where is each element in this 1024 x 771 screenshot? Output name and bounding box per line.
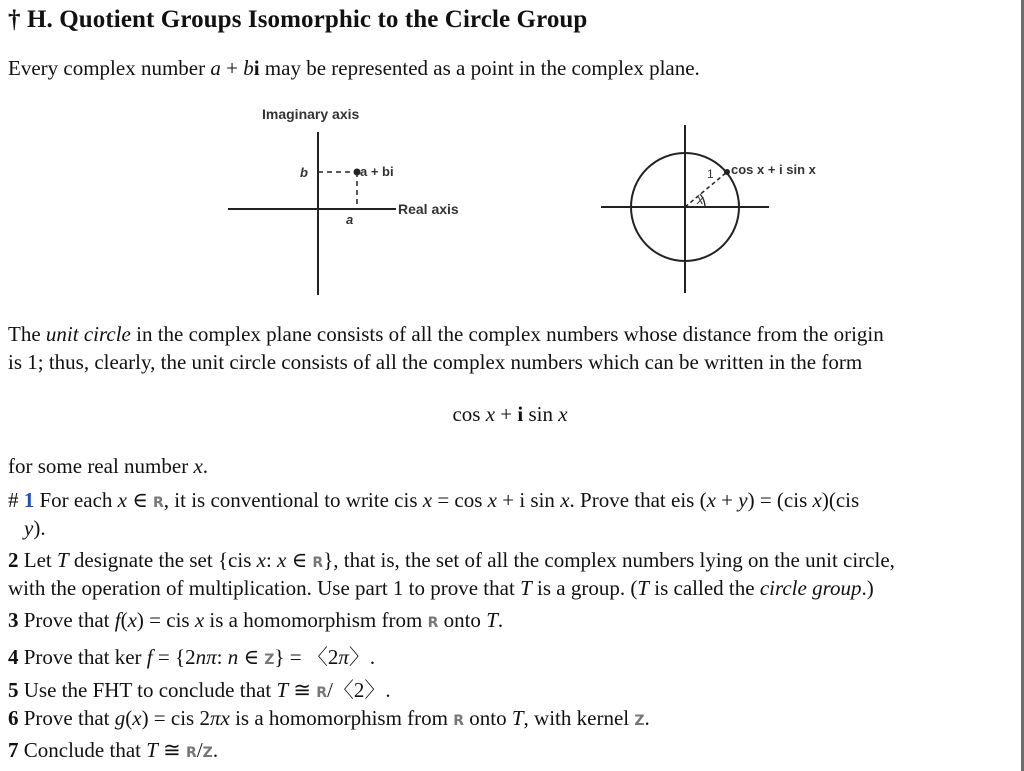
e6-t4: is a homomorphism from [229, 706, 454, 730]
e2-t1: Let [18, 548, 57, 572]
exercise-6-number: 6 [8, 706, 19, 730]
right-figure [601, 125, 817, 293]
reals-symbol: R [186, 745, 197, 761]
e1-x6: x [812, 488, 822, 512]
exercise-4 [8, 641, 375, 671]
e1-t4: + i sin [497, 488, 561, 512]
e2-in: ∈ [286, 548, 313, 572]
circle-point-label: cos x + i sin x [731, 162, 816, 177]
a-label: a [346, 212, 354, 227]
for-some-end: . [202, 454, 209, 478]
radius-label: 1 [707, 167, 714, 181]
point-on-circle [724, 169, 730, 175]
e1-t1: For each [34, 488, 118, 512]
formula-sin: sin [523, 402, 559, 426]
e7-t3: . [212, 738, 219, 762]
exercise-4-number: 4 [8, 645, 19, 669]
e2-l2d: .) [861, 576, 874, 600]
e6-g: g [114, 706, 126, 730]
exercise-2-line2 [8, 576, 874, 601]
e6-t2: ( [125, 706, 133, 730]
e2-T2: T [520, 576, 532, 600]
e3-T: T [486, 608, 498, 632]
for-some-x: x [193, 454, 203, 478]
e4-in: ∈ [238, 645, 265, 669]
formula-x2: x [558, 402, 568, 426]
e4-t4: } = 〈2 [274, 645, 339, 669]
b-label: b [300, 165, 308, 180]
radius-line [685, 172, 727, 207]
e4-t5: 〉. [348, 645, 376, 669]
e7-t2: ≅ [157, 738, 187, 762]
e1-x5: x [706, 488, 716, 512]
e2-l2c: is called the [649, 576, 760, 600]
exercise-1-number: 1 [23, 488, 35, 512]
exercise-5-number: 5 [8, 678, 19, 702]
exercise-2-line1 [8, 548, 895, 573]
e3-t5: onto [438, 608, 487, 632]
formula-plus: + [495, 402, 518, 426]
e1-x3: x [487, 488, 497, 512]
left-figure [228, 106, 459, 295]
e4-t1: Prove that ker [18, 645, 147, 669]
circle-group-term: circle group [759, 576, 862, 600]
section-title: † H. Quotient Groups Isomorphic to the Circle Group [8, 6, 588, 33]
for-some-line [8, 454, 208, 479]
exercise-1-hash: # [8, 488, 24, 512]
e6-T: T [511, 706, 524, 730]
exercise-1-line2 [24, 516, 46, 541]
e6-t3: ) = cis 2 [141, 706, 210, 730]
e2-l2a: with the operation of multiplication. Use part 1 to prove that [8, 576, 521, 600]
e1-x2: x [422, 488, 433, 512]
e2-t2: designate the set {cis [68, 548, 257, 572]
e1-y1: y [738, 488, 748, 512]
e3-x2: x [194, 608, 205, 632]
e6-t6: , with kernel [523, 706, 635, 730]
para1-text-b: in the complex plane consists of all the complex numbers whose distance from the origin [130, 322, 884, 346]
e4-t2: = {2 [152, 645, 196, 669]
e4-t3: : [216, 645, 228, 669]
e6-pix: πx [209, 706, 230, 730]
var-a: a [210, 56, 221, 80]
unit-circle-term: unit circle [45, 322, 131, 346]
e1-t5: . Prove that eis ( [569, 488, 707, 512]
formula-cos: cos [452, 402, 486, 426]
e6-t5: onto [464, 706, 512, 730]
formula-x: x [485, 402, 496, 426]
e2-t4: }, that is, the set of all the complex numbers lying on the unit circle, [323, 548, 895, 572]
e5-t3: /〈2〉. [327, 678, 391, 702]
intro-text-end: may be represented as a point in the complex plane. [259, 56, 700, 80]
e7-T: T [146, 738, 158, 762]
e3-t1: Prove that [18, 608, 115, 632]
e3-t4: is a homomorphism from [204, 608, 428, 632]
e5-t2: ≅ [288, 678, 317, 702]
e3-t6: . [497, 608, 504, 632]
reals-symbol: R [427, 615, 439, 631]
imag-axis-label: Imaginary axis [262, 106, 360, 122]
e2-l2b: is a group. ( [531, 576, 638, 600]
e6-t7: . [644, 706, 650, 730]
e5-T: T [276, 678, 289, 702]
integers-symbol: Z [264, 652, 275, 668]
reals-symbol: R [316, 685, 328, 701]
e7-slash: / [196, 738, 203, 762]
e4-npi: nπ [195, 645, 217, 669]
e1-t2: , it is conventional to write cis [163, 488, 423, 512]
intro-text: Every complex number [8, 56, 211, 80]
e6-t1: Prove that [18, 706, 115, 730]
e1-t8: )(cis [821, 488, 860, 512]
point-label: a + bi [360, 164, 394, 179]
e3-t2: ( [120, 608, 128, 632]
e3-f: f [114, 608, 121, 632]
e2-t3: : [265, 548, 278, 572]
var-b: b [243, 56, 254, 80]
exercise-3-number: 3 [8, 608, 19, 632]
exercise-5 [8, 674, 391, 704]
e1-x: x [117, 488, 127, 512]
e2-x: x [256, 548, 266, 572]
exercise-2-number: 2 [8, 548, 19, 572]
reals-symbol: R [153, 495, 164, 511]
e3-x: x [127, 608, 137, 632]
para1-line2: is 1; thus, clearly, the unit circle consists of all the complex numbers which can be written in the form [8, 350, 863, 374]
exercise-6 [8, 706, 650, 731]
para1-text-a: The [8, 322, 46, 346]
e1-cont-end: ). [33, 516, 46, 540]
e2-T3: T [637, 576, 650, 600]
exercise-7 [8, 738, 218, 763]
angle-label: x [697, 192, 704, 207]
e4-f: f [146, 645, 153, 669]
e1-t7: ) = (cis [747, 488, 813, 512]
integers-symbol: Z [202, 745, 213, 761]
e1-t3: = cos [432, 488, 488, 512]
e1-x4: x [560, 488, 570, 512]
e2-T: T [56, 548, 69, 572]
plus-sign: + [220, 56, 244, 80]
e3-t3: ) = cis [136, 608, 195, 632]
imag-unit: i [253, 56, 260, 80]
e1-t6: + [715, 488, 739, 512]
real-axis-label: Real axis [398, 201, 459, 217]
reals-symbol: R [453, 713, 465, 729]
formula [0, 402, 1020, 427]
exercise-3 [8, 608, 503, 633]
para1-line1 [8, 322, 884, 347]
e4-n: n [227, 645, 239, 669]
reals-symbol: R [312, 555, 324, 571]
e1-cont-y: y [24, 516, 34, 540]
e2-x2: x [277, 548, 287, 572]
e6-x: x [132, 706, 142, 730]
e5-t1: Use the FHT to conclude that [18, 678, 277, 702]
e1-in: ∈ [126, 488, 154, 512]
e7-t1: Conclude that [18, 738, 147, 762]
for-some-text: for some real number [8, 454, 194, 478]
exercise-1-line1 [8, 488, 859, 513]
formula-i: i [517, 402, 524, 426]
exercise-7-number: 7 [8, 738, 19, 762]
e4-pi: π [338, 645, 349, 669]
integers-symbol: Z [634, 713, 645, 729]
